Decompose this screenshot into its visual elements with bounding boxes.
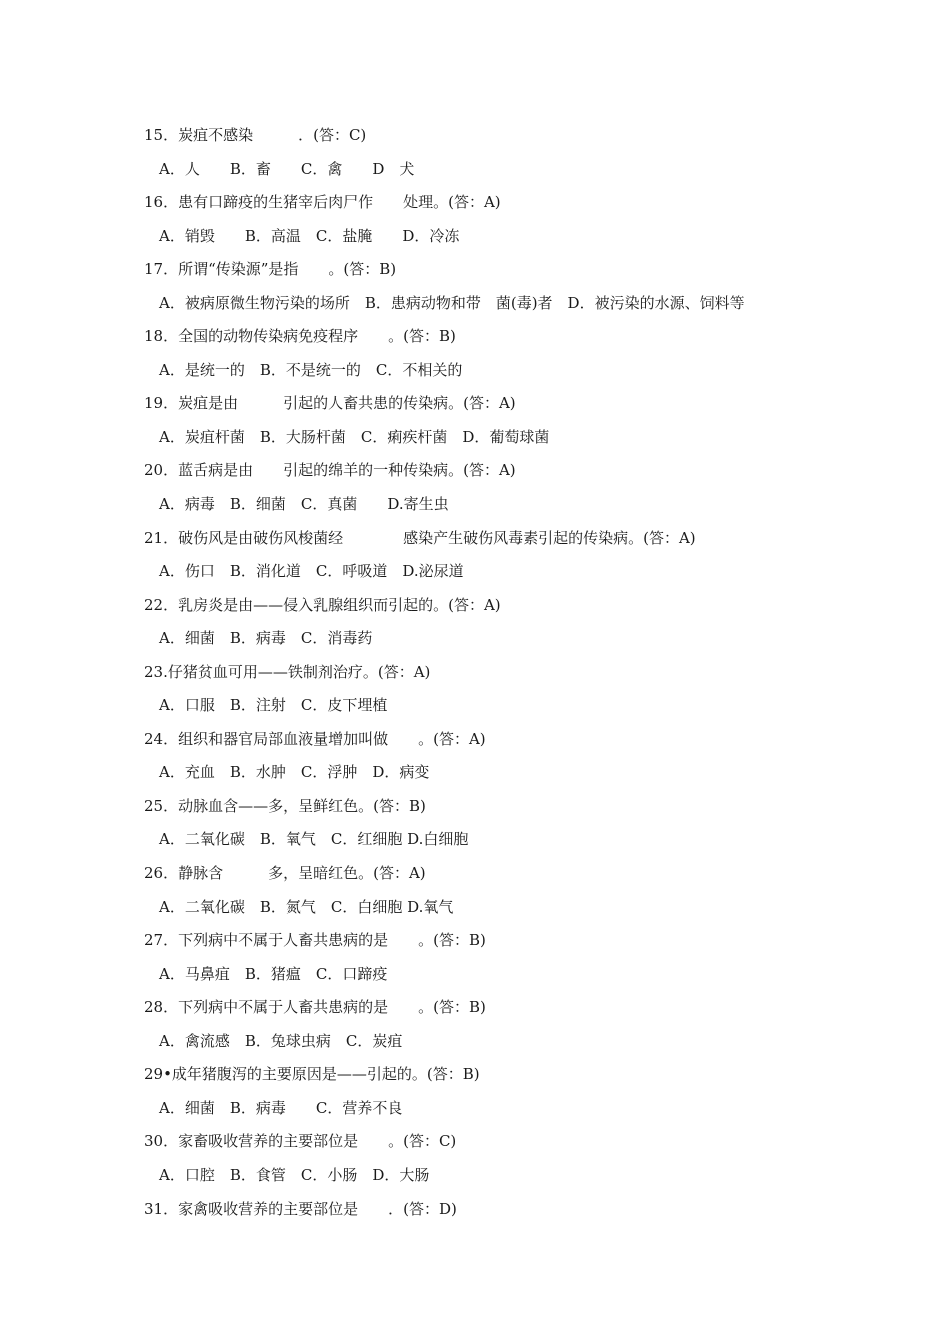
question-line: 25．动脉血含——多，呈鲜红色。(答：B)	[144, 796, 426, 815]
question-line: 29•成年猪腹泻的主要原因是——引起的。(答：B)	[144, 1065, 480, 1084]
options-line: A．马鼻疽 B．猪瘟 C．口蹄疫	[159, 964, 388, 983]
question-line: 24．组织和器官局部血液量增加叫做 。(答：A)	[144, 729, 486, 748]
options-line: A．销毁 B．高温 C．盐腌 D．冷冻	[159, 226, 460, 245]
options-line: A．口腔 B．食管 C．小肠 D．大肠	[159, 1165, 430, 1184]
question-line: 30．家畜吸收营养的主要部位是 。(答：C)	[144, 1132, 457, 1151]
options-line: A．病毒 B．细菌 C．真菌 D.寄生虫	[159, 495, 449, 514]
question-line: 17．所谓“传染源”是指 。(答：B)	[144, 260, 397, 279]
options-line: A．细菌 B．病毒 C．营养不良	[159, 1098, 403, 1117]
question-line: 15．炭疽不感染 ．(答：C)	[144, 126, 367, 144]
options-line: A．二氧化碳 B．氧气 C．红细胞 D.白细胞	[159, 830, 469, 849]
question-line: 28．下列病中不属于人畜共患病的是 。(答：B)	[144, 998, 486, 1017]
options-line: A．伤口 B．消化道 C．呼吸道 D.泌尿道	[159, 562, 464, 581]
options-line: A．充血 B．水肿 C．浮肿 D．病变	[159, 763, 430, 782]
question-line: 23.仔猪贫血可用——铁制剂治疗。(答：A)	[144, 662, 431, 681]
question-line: 22．乳房炎是由——侵入乳腺组织而引起的。(答：A)	[144, 595, 501, 614]
options-line: A．被病原微生物污染的场所 B．患病动物和带 菌(毒)者 D．被污染的水源、饲料等	[159, 293, 745, 312]
question-line: 18．全国的动物传染病免疫程序 。(答：B)	[144, 327, 456, 346]
options-line: A．禽流感 B．兔球虫病 C．炭疽	[159, 1031, 403, 1050]
options-line: A．二氧化碳 B．氮气 C．白细胞 D.氧气	[159, 897, 454, 916]
question-list	[0, 119, 950, 1226]
options-line: A．是统一的 B．不是统一的 C．不相关的	[159, 360, 463, 379]
options-line: A．细菌 B．病毒 C．消毒药	[159, 629, 373, 648]
options-line: A．口服 B．注射 C．皮下埋植	[159, 696, 388, 715]
question-line: 31．家禽吸收营养的主要部位是 ．(答：D)	[144, 1199, 457, 1218]
question-line: 19．炭疽是由 引起的人畜共患的传染病。(答：A)	[144, 394, 516, 413]
question-line: 20．蓝舌病是由 引起的绵羊的一种传染病。(答：A)	[144, 461, 516, 480]
question-line: 16．患有口蹄疫的生猪宰后肉尸作 处理。(答：A)	[144, 193, 501, 212]
options-line: A．人 B．畜 C．禽 D 犬	[159, 159, 415, 178]
question-line: 27．下列病中不属于人畜共患病的是 。(答：B)	[144, 931, 486, 950]
question-line: 26．静脉含 多，呈暗红色。(答：A)	[144, 864, 426, 883]
options-line: A．炭疽杆菌 B．大肠杆菌 C．痢疾杆菌 D．葡萄球菌	[159, 427, 550, 446]
question-line: 21．破伤风是由破伤风梭菌经 感染产生破伤风毒素引起的传染病。(答：A)	[144, 528, 696, 547]
